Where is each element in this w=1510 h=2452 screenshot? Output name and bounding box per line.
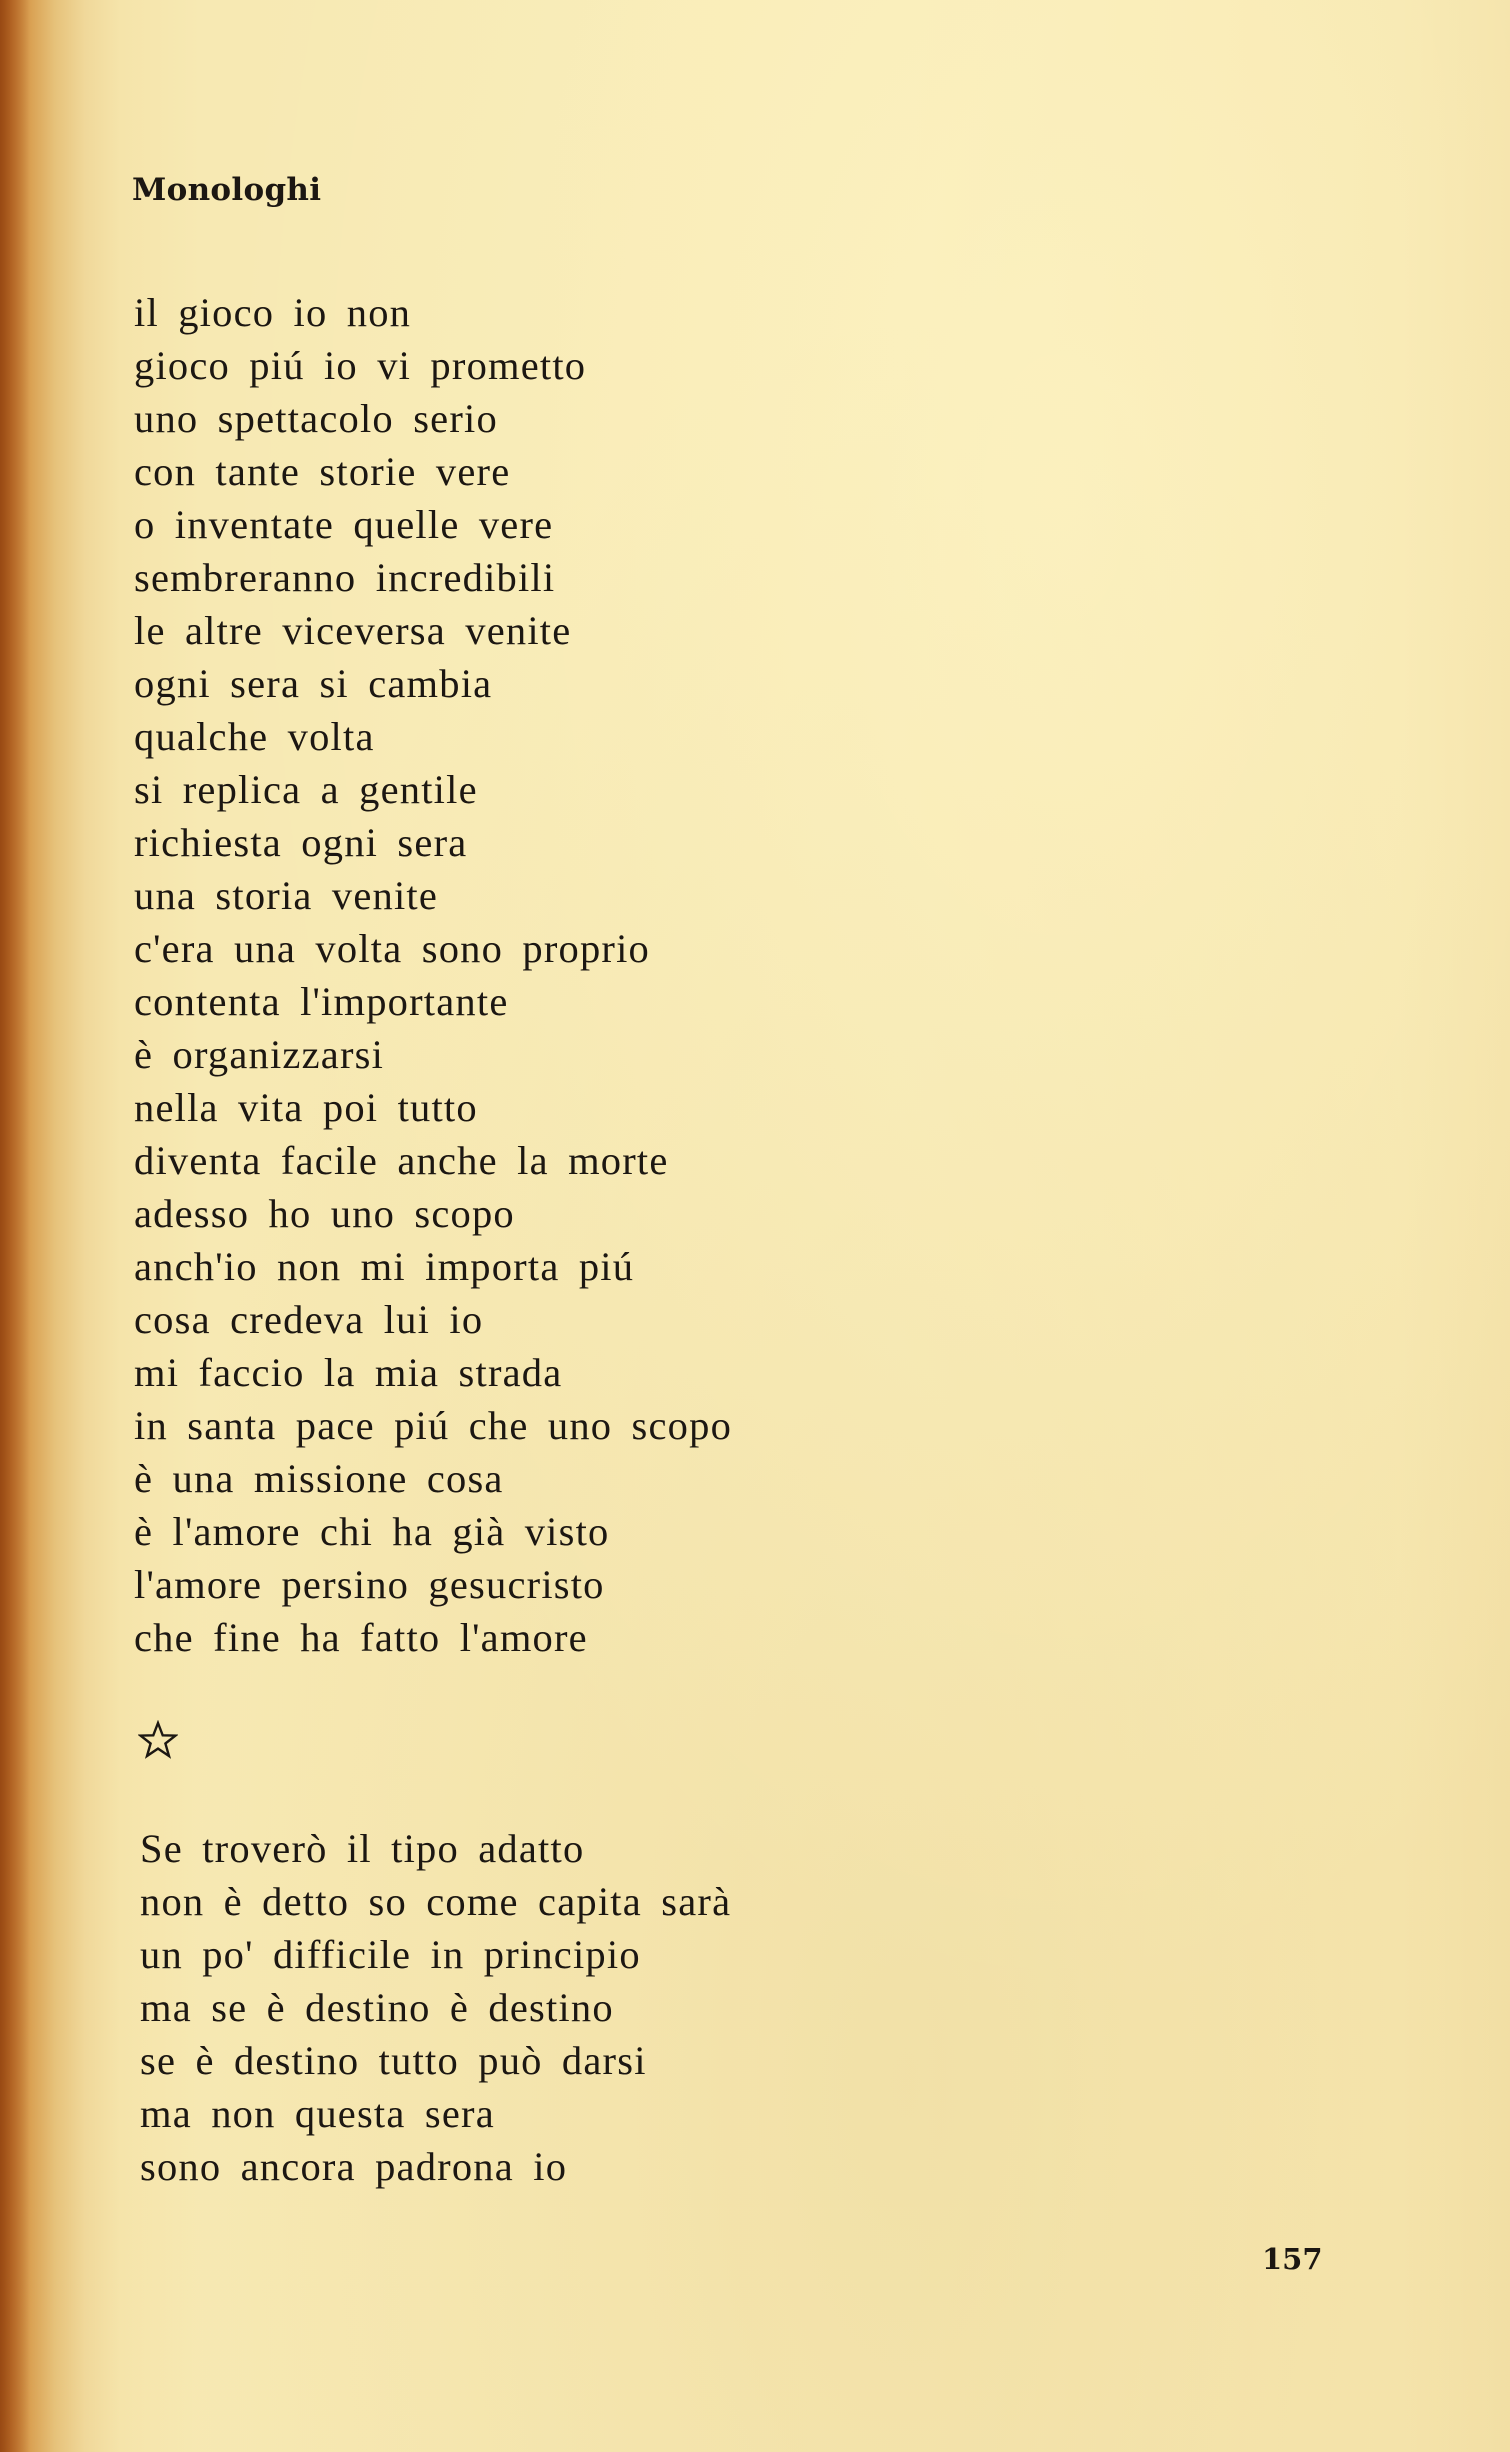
poem-line: una storia venite — [134, 873, 439, 918]
poem-stanza-2 — [140, 1822, 731, 2193]
poem-line: è organizzarsi — [134, 1032, 385, 1077]
poem-line: ma se è destino è destino — [140, 1985, 614, 2030]
poem-line: non è detto so come capita sarà — [140, 1879, 732, 1924]
poem-line: qualche volta — [134, 714, 375, 759]
poem-line: un po' difficile in principio — [140, 1932, 641, 1977]
poem-line: cosa credeva lui io — [134, 1297, 484, 1342]
poem-line: il gioco io non — [134, 290, 412, 335]
poem-line: le altre viceversa venite — [134, 608, 572, 653]
star-outline-icon — [138, 1720, 178, 1760]
poem-line: anch'io non mi importa piú — [134, 1244, 635, 1289]
poem-line: si replica a gentile — [134, 767, 478, 812]
poem-line: mi faccio la mia strada — [134, 1350, 563, 1395]
page-number: 157 — [1262, 2242, 1323, 2276]
poem-line: contenta l'importante — [134, 979, 509, 1024]
poem-line: o inventate quelle vere — [134, 502, 554, 547]
poem-line: l'amore persino gesucristo — [134, 1562, 605, 1607]
poem-line: ogni sera si cambia — [134, 661, 493, 706]
poem-line: nella vita poi tutto — [134, 1085, 478, 1130]
poem-line: adesso ho uno scopo — [134, 1191, 515, 1236]
poem-line: gioco piú io vi prometto — [134, 343, 587, 388]
poem-line: c'era una volta sono proprio — [134, 926, 651, 971]
poem-line: Se troverò il tipo adatto — [140, 1826, 585, 1871]
poem-line: diventa facile anche la morte — [134, 1138, 669, 1183]
poem-line: uno spettacolo serio — [134, 396, 498, 441]
running-head: Monologhi — [132, 172, 322, 208]
poem-line: ma non questa sera — [140, 2091, 495, 2136]
poem-line: che fine ha fatto l'amore — [134, 1615, 588, 1660]
poem-stanza-1 — [134, 286, 732, 1664]
poem-line: con tante storie vere — [134, 449, 511, 494]
poem-line: se è destino tutto può darsi — [140, 2038, 647, 2083]
poem-line: sembreranno incredibili — [134, 555, 556, 600]
poem-line: è l'amore chi ha già visto — [134, 1509, 610, 1554]
poem-line: in santa pace piú che uno scopo — [134, 1403, 733, 1448]
poem-line: richiesta ogni sera — [134, 820, 468, 865]
poem-line: sono ancora padrona io — [140, 2144, 568, 2189]
poem-line: è una missione cosa — [134, 1456, 504, 1501]
